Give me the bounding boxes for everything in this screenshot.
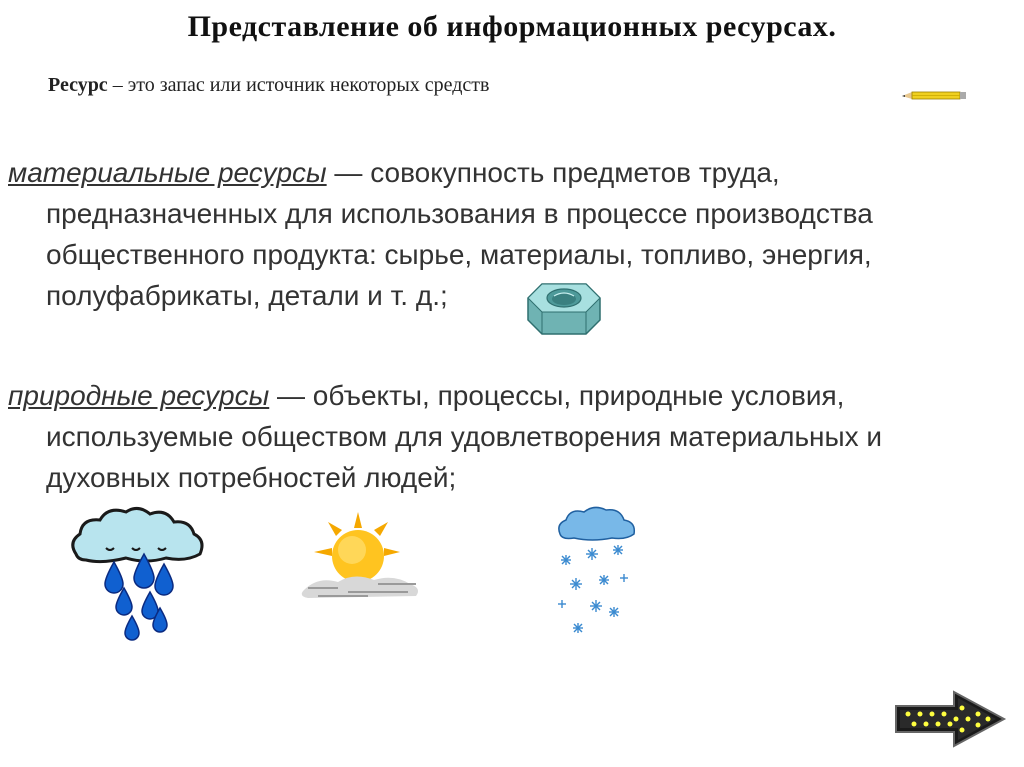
natural-line-1: — объекты, процессы, природные условия, bbox=[269, 380, 845, 411]
natural-line-2: используемые обществом для удовлетворения материальных и bbox=[46, 421, 883, 452]
definition-text: – это запас или источник некоторых средств bbox=[107, 74, 490, 96]
slide-title: Представление об информационных ресурсах. bbox=[187, 10, 837, 43]
material-line-2: предназначенных для использования в процессе производства bbox=[46, 198, 873, 229]
resource-definition bbox=[48, 74, 489, 97]
natural-resources-paragraph bbox=[8, 375, 988, 498]
natural-resources-term: природные ресурсы bbox=[8, 380, 270, 411]
rain-cloud-icon bbox=[66, 504, 208, 650]
sun-cloud-icon bbox=[298, 510, 424, 606]
definition-term: Ресурс bbox=[48, 74, 108, 96]
snow-cloud-icon bbox=[552, 504, 640, 638]
natural-line-3: духовных потребностей людей; bbox=[46, 462, 457, 493]
material-line-1: — совокупность предметов труда, bbox=[326, 157, 780, 188]
next-arrow-icon[interactable] bbox=[892, 688, 1010, 750]
hex-nut-icon bbox=[524, 278, 604, 340]
pencil-icon bbox=[900, 86, 968, 102]
material-line-3: общественного продукта: сырье, материалы, топливо, энергия, bbox=[46, 239, 872, 270]
material-resources-paragraph bbox=[8, 152, 988, 316]
material-resources-term: материальные ресурсы bbox=[8, 157, 327, 188]
material-line-4: полуфабрикаты, детали и т. д.; bbox=[46, 280, 448, 311]
